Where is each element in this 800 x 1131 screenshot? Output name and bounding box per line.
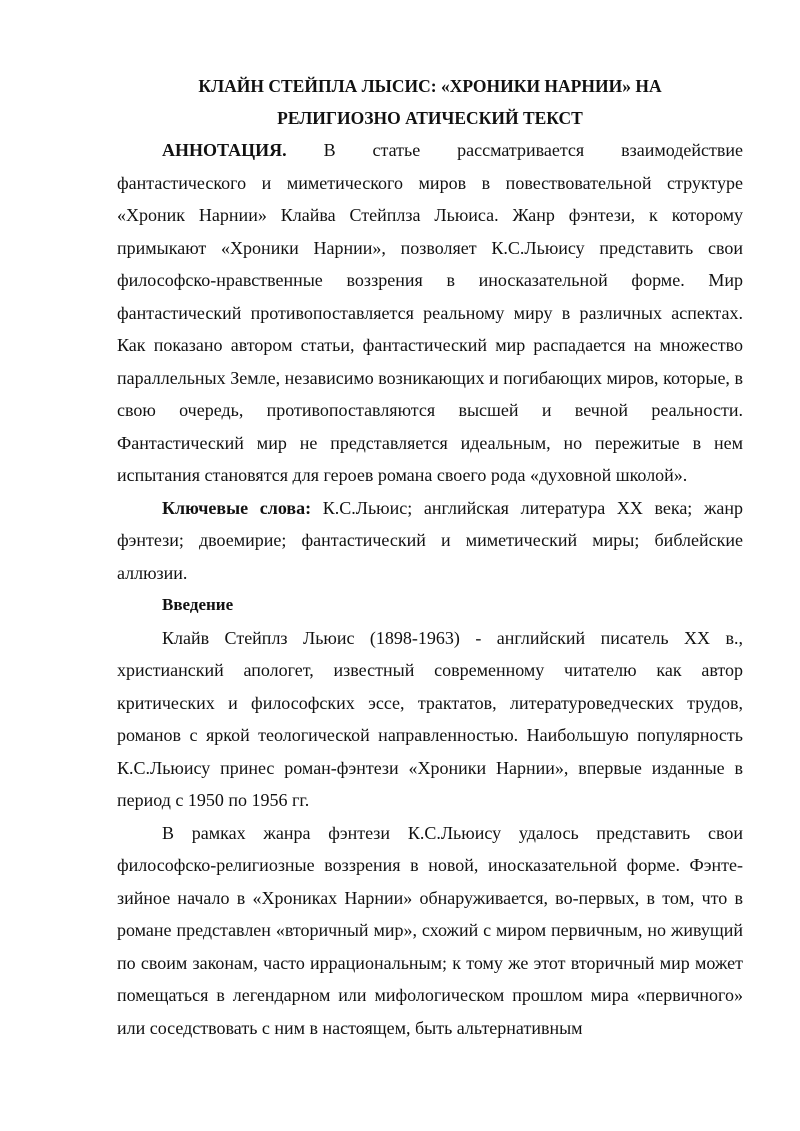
article-title — [117, 70, 743, 134]
title-line-2: РЕЛИГИОЗНО АТИЧЕСКИЙ ТЕКСТ — [277, 108, 583, 128]
abstract-label: АННОТАЦИЯ. — [162, 140, 287, 160]
section-heading-intro: Введение — [162, 595, 234, 614]
keywords-label: Ключевые слова: — [162, 497, 312, 518]
abstract-text: В статье рассматривается взаимодействие фантастического и миметического миров в повествовательной структуре «Хроник Нарнии» Клайва Стейплза Льюиса. Жанр фэнтези, к которому примыкают «Хроники Нарнии», позволяет К.С.Льюису представить свои философско-нравственные воззрения в иносказательной форме. Мир фантастический противопоставляется реальному миру в различных аспектах. Как показано автором статьи, фантастический мир распадается на множество параллельных Земле, независимо возникающих и погибающих миров, которые, в свою очередь, противопоставляются высшей и вечной реальности. Фантастический мир не представляется идеальным, но пережитые в нем испытания становятся для героев романа своего рода «духовной школой». — [117, 140, 743, 485]
keywords-text: К.С.Льюис; английская литература XX века; жанр фэнтези; двоемирие; фантастический и миметический миры; библейские аллюзии. — [117, 497, 743, 583]
abstract-paragraph — [117, 134, 743, 492]
intro-paragraph-2: В рамках жанра фэнтези К.С.Льюису удалось представить свои философско-религиозные воззрения в новой, иносказательной форме. Фэнте-зийное начало в «Хрониках Нарнии» обнаруживается, во-первых, в том, что в романе представлен «вторичный мир», схожий с миром первичным, но живущий по своим законам, часто иррациональным; к тому же этот вторичный мир может помещаться в легендарном или мифологическом прошлом мира «первичного» или соседствовать с ним в настоящем, быть альтернативным — [117, 822, 743, 1038]
title-line-1: КЛАЙН СТЕЙПЛА ЛЫСИС: «ХРОНИКИ НАРНИИ» НА — [198, 76, 662, 96]
document-page — [117, 70, 743, 1044]
intro-paragraph-1: Клайв Стейплз Льюис (1898-1963) - английский писатель XX в., христианский апологет, известный современному читателю как автор критических и философских эссе, трактатов, литературоведческих трудов, романов с яркой теологической направленностью. Наибольшую популярность К.С.Льюису принес роман-фэнтези «Хроники Нарнии», впервые изданные в период с 1950 по 1956 гг. — [117, 627, 743, 810]
keywords-paragraph — [117, 492, 743, 590]
